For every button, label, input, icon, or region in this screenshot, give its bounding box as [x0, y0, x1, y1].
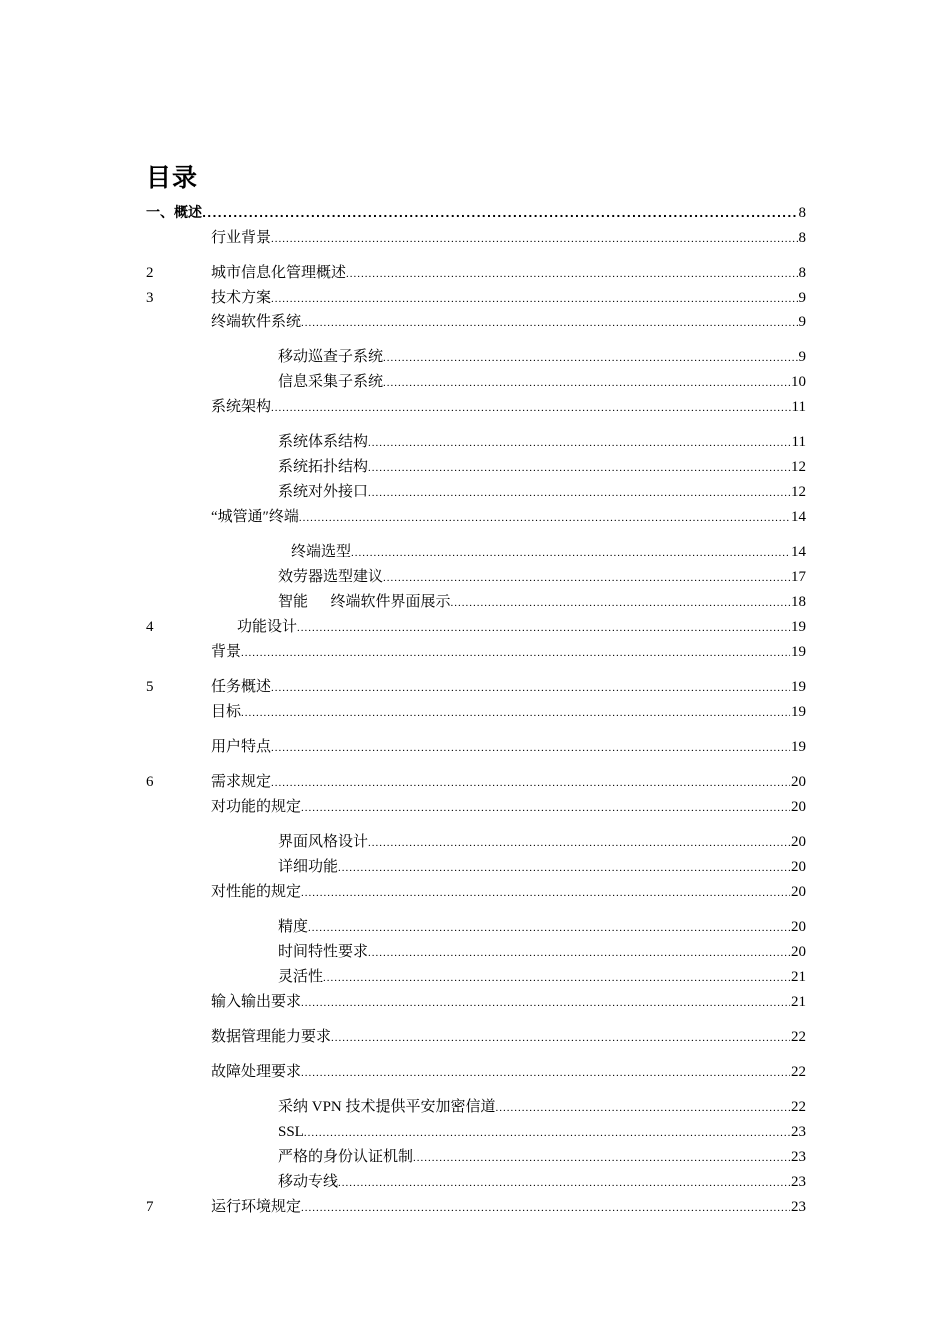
toc-leader: [299, 507, 790, 529]
toc-page-number: 20: [791, 834, 806, 850]
toc-entry[interactable]: [146, 287, 806, 309]
toc-entry-text: [211, 676, 806, 699]
toc-entry-label: 系统体系结构: [278, 434, 369, 450]
toc-entry-label: 界面风格设计: [278, 834, 369, 850]
toc-entry-label: 终端选型: [291, 544, 352, 560]
toc-entry-text: [211, 1061, 806, 1084]
toc-entry[interactable]: [146, 701, 806, 723]
toc-entry-label: 严格的身份认证机制: [278, 1149, 414, 1165]
toc-entry-text: [278, 346, 806, 369]
toc-entry-label: 移动专线: [278, 1174, 339, 1190]
toc-page-number: 20: [791, 859, 806, 875]
toc-entry-label: 任务概述: [211, 679, 272, 695]
toc-leader: [301, 1062, 790, 1084]
toc-entry-text: [278, 456, 806, 479]
toc-page-number: 18: [791, 594, 806, 610]
toc-entry[interactable]: [146, 1196, 806, 1218]
toc-entry[interactable]: [146, 736, 806, 758]
toc-leader: [351, 542, 790, 564]
toc-page-number: 11: [791, 399, 806, 415]
toc-entry-text: [278, 371, 806, 394]
toc-page-number: 9: [798, 290, 806, 306]
toc-entry-text: [211, 991, 806, 1014]
toc-page-number: 20: [791, 919, 806, 935]
toc-entry-text: [211, 641, 806, 664]
toc-entry-text: [211, 506, 806, 529]
toc-entry-label: 目标: [211, 704, 242, 720]
toc-leader: [301, 992, 790, 1014]
toc-section-number: 3: [146, 290, 154, 306]
toc-entry-label: 运行环境规定: [211, 1199, 302, 1215]
toc-entry-label: SSL: [278, 1124, 304, 1140]
toc-entry-label: 技术方案: [211, 290, 272, 306]
toc-section-number: 4: [146, 619, 154, 635]
toc-entry[interactable]: [146, 506, 806, 528]
toc-page-number: 14: [791, 509, 806, 525]
toc-leader: [383, 372, 790, 394]
toc-entry-label: 需求规定: [211, 774, 272, 790]
toc-entry[interactable]: [146, 431, 806, 453]
toc-leader: [271, 677, 790, 699]
toc-entry-text: [211, 1196, 806, 1219]
toc-page-number: 8: [798, 265, 806, 281]
toc-entry-text: [211, 396, 806, 419]
toc-entry[interactable]: [146, 881, 806, 903]
toc-page-number: 20: [791, 944, 806, 960]
toc-entry[interactable]: [146, 456, 806, 478]
toc-page-number: 9: [798, 349, 806, 365]
toc-leader: [451, 592, 790, 614]
toc-section-number: 7: [146, 1199, 154, 1215]
toc-entry-text: [278, 1171, 806, 1194]
toc-leader: [271, 737, 790, 759]
toc-leader: [241, 642, 790, 664]
toc-leader: [323, 967, 790, 989]
toc-leader: [304, 1122, 790, 1144]
toc-entry[interactable]: [146, 371, 806, 393]
toc-entry-text: [278, 1146, 806, 1169]
toc-entry[interactable]: [146, 856, 806, 878]
toc-entry-label: 故障处理要求: [211, 1064, 302, 1080]
toc-entry[interactable]: [146, 481, 806, 503]
toc-entry[interactable]: [146, 1171, 806, 1193]
toc-page-number: 23: [791, 1149, 806, 1165]
toc-entry-text: [278, 481, 806, 504]
toc-leader: [383, 347, 797, 369]
toc-page-number: 20: [791, 884, 806, 900]
toc-leader: [271, 397, 791, 419]
toc-entry[interactable]: [146, 616, 806, 638]
toc-entry-text: [291, 541, 806, 564]
toc-entry-text: [278, 1121, 806, 1144]
toc-leader: [202, 203, 798, 225]
toc-section-number: 6: [146, 774, 154, 790]
toc-entry-label: 对功能的规定: [211, 799, 302, 815]
toc-entry[interactable]: [146, 541, 806, 563]
toc-leader: [338, 857, 790, 879]
toc-leader: [301, 312, 797, 334]
toc-entry-label: 系统架构: [211, 399, 272, 415]
toc-entry[interactable]: [146, 591, 806, 613]
toc-entry-text: [278, 566, 806, 589]
toc-page-number: 23: [791, 1124, 806, 1140]
toc-entry-text: [278, 856, 806, 879]
toc-entry[interactable]: [146, 346, 806, 368]
toc-leader: [368, 482, 790, 504]
toc-page-number: 8: [798, 230, 806, 246]
toc-entry[interactable]: [146, 916, 806, 938]
toc-entry-label: 灵活性: [278, 969, 324, 985]
toc-entry-label: 智能 终端软件界面展示: [278, 594, 451, 610]
toc-entry-text: [211, 771, 806, 794]
toc-leader: [413, 1147, 790, 1169]
toc-leader: [368, 942, 790, 964]
toc-page-number: 19: [791, 679, 806, 695]
toc-entry-text: [278, 941, 806, 964]
toc-leader: [331, 1027, 790, 1049]
toc-entry-label: 精度: [278, 919, 309, 935]
toc-entry[interactable]: [146, 796, 806, 818]
toc-leader: [368, 457, 790, 479]
toc-entry-label: 行业背景: [211, 230, 272, 246]
toc-entry-text: [278, 916, 806, 939]
toc-entry-text: [211, 262, 806, 285]
toc-leader: [383, 567, 790, 589]
toc-page-number: 19: [791, 704, 806, 720]
toc-entry-label: 用户特点: [211, 739, 272, 755]
toc-entry[interactable]: [146, 1026, 806, 1048]
toc-entry-label: 系统拓扑结构: [278, 459, 369, 475]
toc-entry-label: 移动巡查子系统: [278, 349, 384, 365]
toc-entry-text: [211, 1026, 806, 1049]
toc-page-number: 22: [791, 1064, 806, 1080]
toc-entry-label: 城市信息化管理概述: [211, 265, 347, 281]
toc-entry-text: [237, 616, 806, 639]
toc-entry-label: 效劳器选型建议: [278, 569, 384, 585]
toc-leader: [338, 1172, 790, 1194]
toc-leader: [308, 917, 790, 939]
toc-entry-label: 输入输出要求: [211, 994, 302, 1010]
toc-title: 目录: [146, 163, 199, 192]
toc-leader: [301, 797, 790, 819]
toc-entry-text: [278, 966, 806, 989]
toc-page-number: 22: [791, 1029, 806, 1045]
toc-section-number: 5: [146, 679, 154, 695]
toc-page-number: 12: [791, 484, 806, 500]
toc-entry[interactable]: [146, 311, 806, 333]
toc-entry[interactable]: [146, 566, 806, 588]
toc-page-number: 22: [791, 1099, 806, 1115]
toc-entry[interactable]: [146, 771, 806, 793]
toc-entry[interactable]: [146, 262, 806, 284]
toc-entry-label: 对性能的规定: [211, 884, 302, 900]
toc-entry[interactable]: [146, 1146, 806, 1168]
toc-entry-text: [278, 591, 806, 614]
toc-entry-text: [146, 202, 806, 225]
toc-page-number: 23: [791, 1174, 806, 1190]
toc-page-number: 9: [798, 314, 806, 330]
toc-leader: [346, 263, 797, 285]
toc-entry[interactable]: [146, 1061, 806, 1083]
toc-leader: [301, 882, 790, 904]
toc-page-number: 14: [791, 544, 806, 560]
toc-page-number: 19: [791, 739, 806, 755]
toc-entry-text: [278, 431, 806, 454]
toc-entry-label: 功能设计: [237, 619, 298, 635]
toc-leader: [301, 1197, 790, 1219]
toc-page-number: 8: [798, 205, 806, 221]
toc-entry-label: 信息采集子系统: [278, 374, 384, 390]
toc-leader: [368, 432, 791, 454]
toc-entry-label: 系统对外接口: [278, 484, 369, 500]
toc-entry-text: [211, 881, 806, 904]
toc-page-number: 21: [791, 969, 806, 985]
toc-page-number: 10: [791, 374, 806, 390]
toc-entry-label: 数据管理能力要求: [211, 1029, 332, 1045]
toc-leader: [297, 617, 790, 639]
toc-page-number: 17: [791, 569, 806, 585]
toc-page-number: 12: [791, 459, 806, 475]
toc-entry[interactable]: [146, 1121, 806, 1143]
toc-entry-text: [211, 227, 806, 250]
toc-page-number: 21: [791, 994, 806, 1010]
toc-entry-text: [211, 701, 806, 724]
toc-entry-label: 背景: [211, 644, 242, 660]
toc-entry-text: [211, 796, 806, 819]
toc-entry-label: 终端软件系统: [211, 314, 302, 330]
toc-entry[interactable]: [146, 941, 806, 963]
toc-entry[interactable]: [146, 966, 806, 988]
toc-entry[interactable]: [146, 831, 806, 853]
toc-entry-label: 时间特性要求: [278, 944, 369, 960]
toc-page-number: 11: [791, 434, 806, 450]
toc-leader: [368, 832, 790, 854]
toc-leader: [496, 1097, 790, 1119]
toc-section-number: 2: [146, 265, 154, 281]
toc-leader: [271, 772, 790, 794]
toc-entry-text: [278, 831, 806, 854]
toc-page-number: 23: [791, 1199, 806, 1215]
toc-entry-text: [211, 736, 806, 759]
toc-entry[interactable]: [146, 641, 806, 663]
toc-entry-label: “城管通″终端: [211, 509, 299, 525]
toc-entry[interactable]: [146, 202, 806, 224]
toc-entry[interactable]: [146, 396, 806, 418]
toc-page-number: 19: [791, 644, 806, 660]
toc-entry-text: [211, 287, 806, 310]
toc-leader: [271, 228, 797, 250]
toc-leader: [271, 288, 797, 310]
toc-entry[interactable]: [146, 676, 806, 698]
toc-entry[interactable]: [146, 991, 806, 1013]
toc-entry-label: 一、概述: [146, 205, 202, 221]
toc-leader: [241, 702, 790, 724]
toc-entry[interactable]: [146, 227, 806, 249]
toc-entry-text: [278, 1096, 806, 1119]
toc-entry[interactable]: [146, 1096, 806, 1118]
toc-entry-text: [211, 311, 806, 334]
toc-page-number: 20: [791, 799, 806, 815]
toc-page-number: 20: [791, 774, 806, 790]
toc-page-number: 19: [791, 619, 806, 635]
toc-entry-label: 详细功能: [278, 859, 339, 875]
toc-entry-label: 采纳 VPN 技术提供平安加密信道: [278, 1099, 496, 1115]
